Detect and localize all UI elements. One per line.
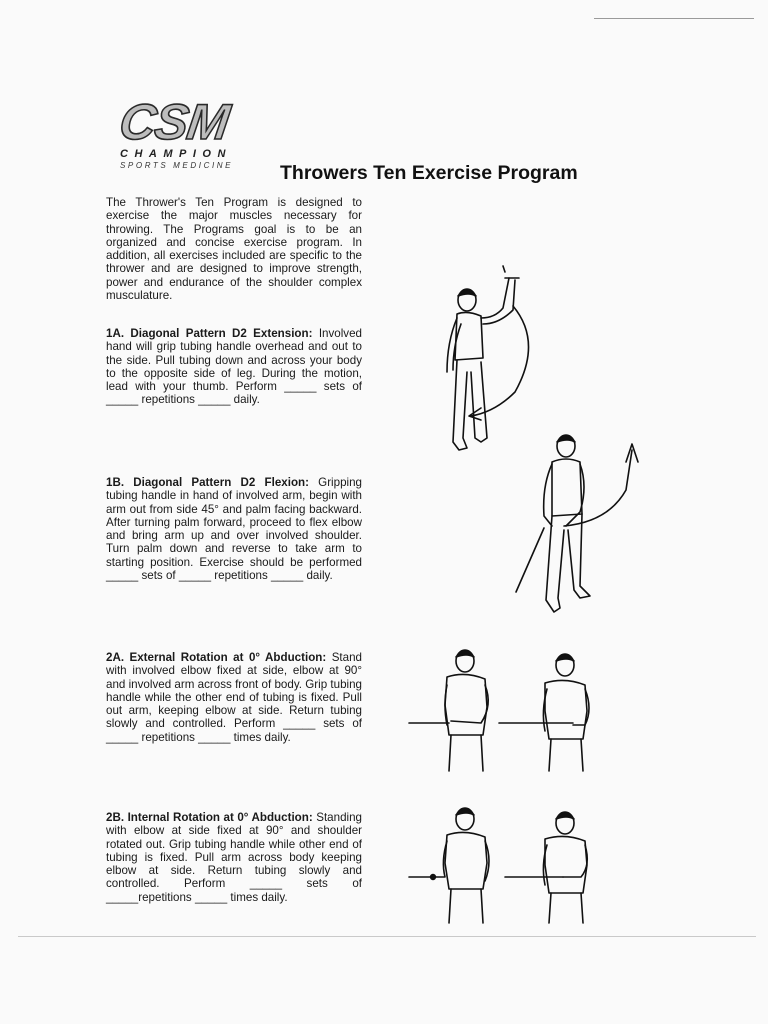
illustration-1b-d2-flexion [508,430,648,620]
illustration-2b-internal-rotation [405,805,605,925]
exercise-2a [106,651,362,744]
scan-edge-top [594,18,754,19]
intro-paragraph [106,196,362,302]
csm-logo [116,94,290,178]
exercise-2b-heading: 2B. Internal Rotation at 0° Abduction: [106,811,317,824]
intro-text: The Thrower's Ten Program is designed to exercise the major muscles necessary for throwing. The Programs goal is to be an organized and concise exercise program. In addition, all exercises included are specific to the thrower and are designed to improve strength, power and endurance of the shoulder complex musculature. [106,196,362,303]
page-title: Throwers Ten Exercise Program [280,162,578,184]
exercise-2b [106,811,362,904]
exercise-2a-text: Stand with involved elbow fixed at side, elbow at 90° and involved arm across front of body. Grip tubing handle while the other end of tubing is fixed. Pull out arm, keeping elbow at side. Return tubing slowly and controlled. Perform _____ sets of _____ repetitions _____ times daily. [106,651,362,744]
exercise-1b-heading: 1B. Diagonal Pattern D2 Flexion: [106,476,319,489]
exercise-1b-text: Gripping tubing handle in hand of involved arm, begin with arm out from side 45° and palm facing backward. After turning palm forward, proceed to flex elbow and bring arm up and over involved shoulder. Turn palm down and reverse to take arm to starting position. Exercise should be performed _____ sets of _____ repetitions _____ daily. [106,476,362,583]
exercise-2b-text: Standing with elbow at side fixed at 90° and shoulder rotated out. Grip tubing handle while other end of tubing is fixed. Pull arm across body keeping elbow at side. Return tubing slowly and controlled. Perform _____ sets of _____repetitions _____ times daily. [106,811,362,904]
exercise-1a-text: Involved hand will grip tubing handle overhead and out to the side. Pull tubing down and across your body to the opposite side of leg. During the motion, lead with your thumb. Perform _____ sets of _____ repetitions _____ daily. [106,327,362,407]
exercise-2a-heading: 2A. External Rotation at 0° Abduction: [106,651,332,664]
logo-line-champion: CHAMPION [120,148,232,160]
exercise-1a [106,327,362,407]
scan-edge-bottom [18,936,756,937]
illustration-2a-external-rotation [405,645,605,775]
logo-line-sports-medicine: SPORTS MEDICINE [120,161,234,170]
logo-letters: CSM [117,98,294,146]
exercise-1b [106,476,362,582]
exercise-1a-heading: 1A. Diagonal Pattern D2 Extension: [106,327,319,340]
